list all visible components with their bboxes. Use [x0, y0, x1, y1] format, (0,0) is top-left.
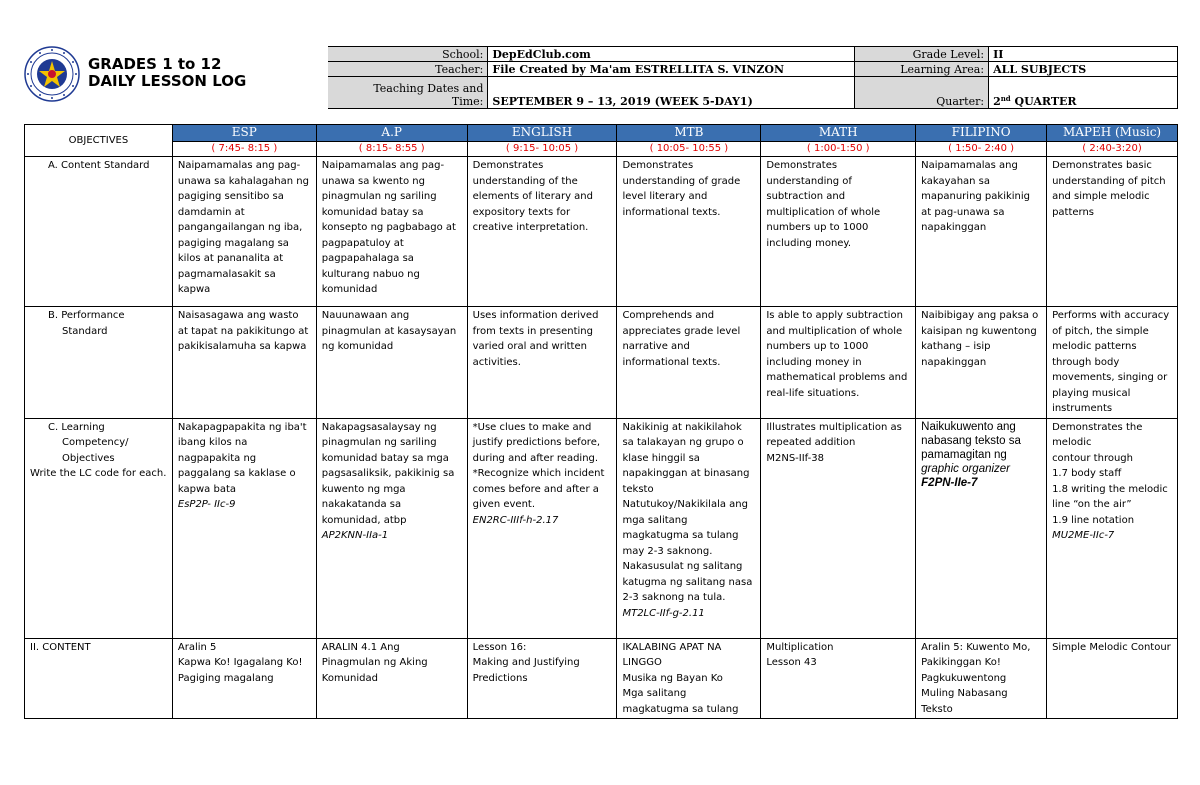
- subject-header-row: [25, 125, 1178, 142]
- content-label: II. CONTENT: [25, 638, 173, 719]
- subject-english: ENGLISH: [467, 125, 617, 142]
- content-math: Multiplication Lesson 43: [761, 638, 916, 719]
- content-esp: Aralin 5 Kapwa Ko! Igagalang Ko! Pagiging magalang: [172, 638, 316, 719]
- deped-seal-icon: [24, 46, 80, 102]
- time-filipino: ( 1:50- 2:40 ): [916, 142, 1047, 157]
- subject-math: MATH: [761, 125, 916, 142]
- title-line-2: DAILY LESSON LOG: [88, 72, 247, 90]
- lc-code-math: M2NS-IIf-38: [766, 452, 824, 464]
- content-standard-row: [25, 157, 1178, 307]
- school-value: DepEdClub.com: [488, 47, 855, 62]
- learning-area-value: ALL SUBJECTS: [989, 62, 1178, 77]
- time-row: [25, 142, 1178, 157]
- time-mapeh: ( 2:40-3:20): [1047, 142, 1178, 157]
- subject-esp: ESP: [172, 125, 316, 142]
- competency-math: Illustrates multiplication as repeated addition M2NS-IIf-38: [761, 418, 916, 638]
- lc-code-mapeh: MU2ME-IIc-7: [1052, 530, 1115, 541]
- content-standard-label: A. Content Standard: [25, 157, 173, 307]
- school-label: School:: [328, 47, 488, 62]
- performance-standard-esp: Naisasagawa ang wasto at tapat na pakikitungo at pakikisalamuha sa kapwa: [172, 307, 316, 419]
- title-line-1: GRADES 1 to 12: [88, 55, 222, 73]
- time-english: ( 9:15- 10:05 ): [467, 142, 617, 157]
- performance-standard-english: Uses information derived from texts in presenting varied oral and written activities.: [467, 307, 617, 419]
- teacher-value: File Created by Ma'am ESTRELLITA S. VINZON: [488, 62, 855, 77]
- content-ap: ARALIN 4.1 Ang Pinagmulan ng Aking Komunidad: [316, 638, 467, 719]
- info-header-table: [328, 46, 1178, 109]
- time-math: ( 1:00-1:50 ): [761, 142, 916, 157]
- content-row: [25, 638, 1178, 719]
- subject-filipino: FILIPINO: [916, 125, 1047, 142]
- content-mtb: IKALABING APAT NA LINGGO Musika ng Bayan Ko Mga salitang magkatugma sa tulang: [617, 638, 761, 719]
- time-ap: ( 8:15- 8:55 ): [316, 142, 467, 157]
- lc-code-filipino: F2PN-IIe-7: [921, 476, 978, 489]
- content-standard-mapeh: Demonstrates basic understanding of pitch and simple melodic patterns: [1047, 157, 1178, 307]
- performance-standard-mapeh: Performs with accuracy of pitch, the simple melodic patterns through body movements, singing or playing musical instruments: [1047, 307, 1178, 419]
- document-title: [88, 56, 246, 90]
- content-standard-filipino: Naipamamalas ang kakayahan sa mapanuring pakikinig at pag-unawa sa napakinggan: [916, 157, 1047, 307]
- learning-area-label: Learning Area:: [855, 62, 989, 77]
- lc-code-ap: AP2KNN-IIa-1: [321, 530, 389, 541]
- teaching-dates-label: Teaching Dates and Time:: [328, 77, 488, 109]
- competency-esp: Nakapagpapakita ng iba't ibang kilos na nagpapakita ng paggalang sa kaklase o kapwa bata EsP2P- IIc-9: [172, 418, 316, 638]
- performance-standard-math: Is able to apply subtraction and multiplication of whole numbers up to 1000 including money in mathematical problems and real-life situations.: [761, 307, 916, 419]
- learning-competency-label: C. Learning Competency/ Objectives Write the LC code for each.: [25, 418, 173, 638]
- lc-code-english: EN2RC-IIIf-h-2.17: [472, 514, 559, 526]
- daily-lesson-log-table: [24, 124, 1178, 719]
- performance-standard-row: [25, 307, 1178, 419]
- objectives-header: OBJECTIVES: [25, 125, 173, 157]
- content-standard-english: Demonstrates understanding of the elements of literary and expository texts for creative interpretation.: [467, 157, 617, 307]
- content-filipino: Aralin 5: Kuwento Mo, Pakikinggan Ko! Pagkukuwentong Muling Nabasang Teksto: [916, 638, 1047, 719]
- learning-competency-row: [25, 418, 1178, 638]
- performance-standard-filipino: Naibibigay ang paksa o kaisipan ng kuwentong kathang – isip napakinggan: [916, 307, 1047, 419]
- content-mapeh: Simple Melodic Contour: [1047, 638, 1178, 719]
- content-standard-esp: Naipamamalas ang pag-unawa sa kahalagahan ng pagiging sensitibo sa damdamin at pangangailangan ng iba, pagiging magalang sa kilos at pananalita at pagmamalasakit sa kapwa: [172, 157, 316, 307]
- time-mtb: ( 10:05- 10:55 ): [617, 142, 761, 157]
- quarter-value: 2nd QUARTER: [989, 77, 1178, 109]
- subject-mtb: MTB: [617, 125, 761, 142]
- subject-ap: A.P: [316, 125, 467, 142]
- competency-mapeh: Demonstrates the melodic contour through 1.7 body staff 1.8 writing the melodic line “on the air” 1.9 line notation MU2ME-IIc-7: [1047, 418, 1178, 638]
- performance-standard-label: B. Performance Standard: [25, 307, 173, 419]
- lc-code-mtb: MT2LC-IIf-g-2.11: [622, 607, 705, 619]
- content-standard-mtb: Demonstrates understanding of grade level literary and informational texts.: [617, 157, 761, 307]
- content-standard-ap: Naipamamalas ang pag-unawa sa kwento ng pinagmulan ng sariling komunidad batay sa konsepto ng pagbabago at pagpapatuloy at pagpapahalaga sa kulturang nabuo ng komunidad: [316, 157, 467, 307]
- competency-ap: Nakapagsasalaysay ng pinagmulan ng sariling komunidad batay sa mga pagsasaliksik, pakikinig sa kuwento ng mga nakakatanda sa komunidad, atbp AP2KNN-IIa-1: [316, 418, 467, 638]
- competency-english: *Use clues to make and justify predictions before, during and after reading. *Recognize which incident comes before and after a given event. EN2RC-IIIf-h-2.17: [467, 418, 617, 638]
- competency-filipino: Naikukuwento ang nabasang teksto sa pamamagitan ng graphic organizer F2PN-IIe-7: [916, 418, 1047, 638]
- subject-mapeh: MAPEH (Music): [1047, 125, 1178, 142]
- quarter-label: Quarter:: [855, 77, 989, 109]
- performance-standard-mtb: Comprehends and appreciates grade level narrative and informational texts.: [617, 307, 761, 419]
- competency-mtb: Nakikinig at nakikilahok sa talakayan ng grupo o klase hinggil sa napakinggan at binasang teksto Natutukoy/Nakikilala ang mga salitang magkatugma sa tulang may 2-3 saknong. Nakasusulat ng salitang katugma ng salitang nasa 2-3 saknong na tula. MT2LC-IIf-g-2.11: [617, 418, 761, 638]
- content-english: Lesson 16: Making and Justifying Predictions: [467, 638, 617, 719]
- lc-code-esp: EsP2P- IIc-9: [177, 499, 236, 510]
- time-esp: ( 7:45- 8:15 ): [172, 142, 316, 157]
- grade-level-label: Grade Level:: [855, 47, 989, 62]
- teacher-label: Teacher:: [328, 62, 488, 77]
- content-standard-math: Demonstrates understanding of subtraction and multiplication of whole numbers up to 1000 including money.: [761, 157, 916, 307]
- teaching-dates-value: SEPTEMBER 9 – 13, 2019 (WEEK 5-DAY1): [488, 77, 855, 109]
- performance-standard-ap: Nauunawaan ang pinagmulan at kasaysayan ng komunidad: [316, 307, 467, 419]
- grade-level-value: II: [989, 47, 1178, 62]
